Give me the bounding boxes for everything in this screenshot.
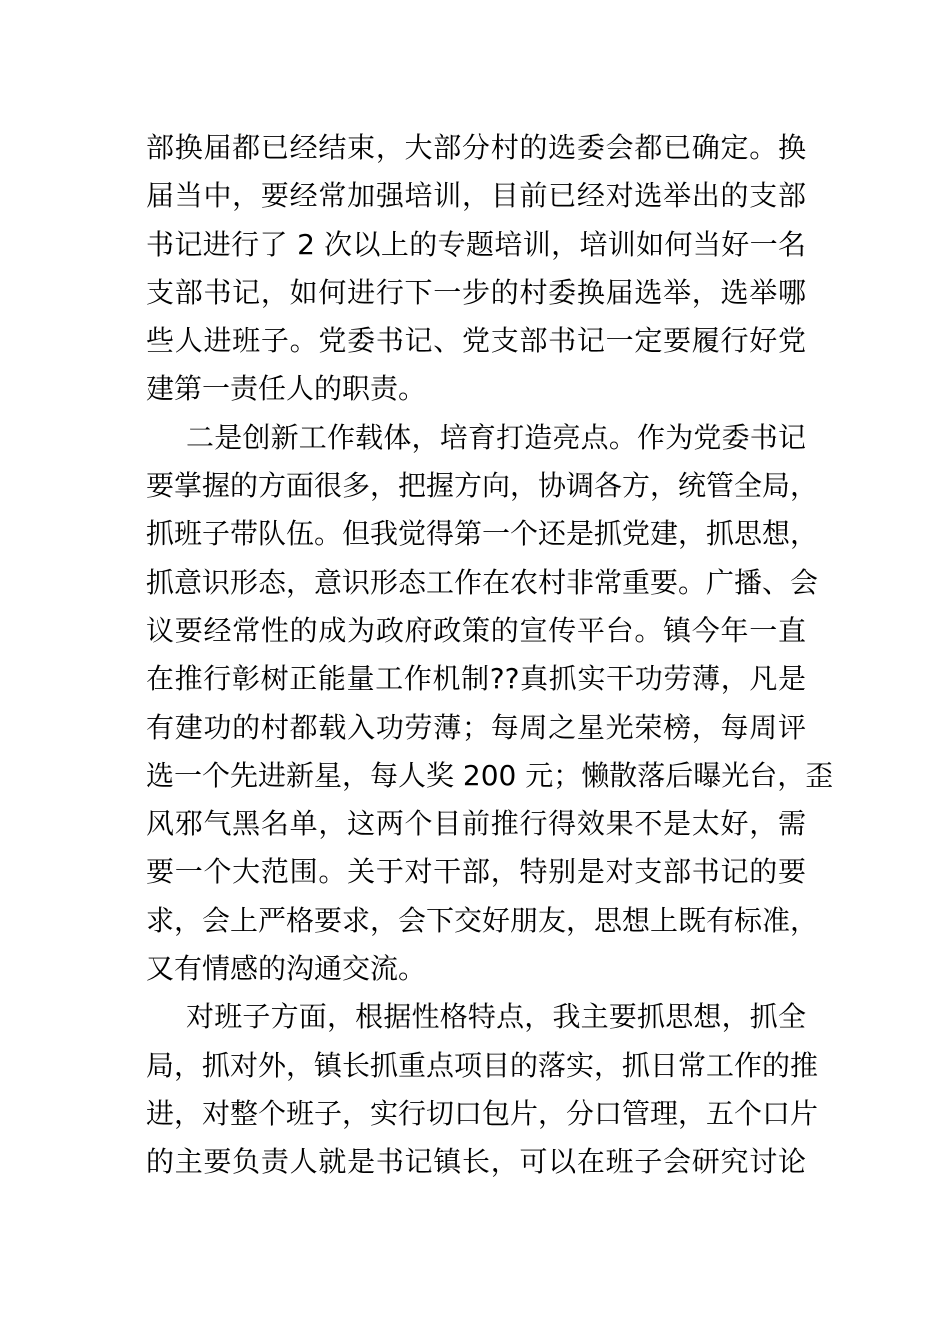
text-line: 有建功的村都载入功劳薄；每周之星光荣榜，每周评 (146, 710, 806, 744)
text-line: 议要经常性的成为政府政策的宣传平台。镇今年一直 (146, 613, 806, 647)
text-line: 求，会上严格要求，会下交好朋友，思想上既有标准， (146, 903, 819, 937)
paragraph-3 (146, 993, 819, 1186)
text-line: 支部书记，如何进行下一步的村委换届选举，选举哪 (146, 275, 806, 309)
paragraph-2 (146, 414, 834, 994)
text-line: 部换届都已经结束，大部分村的选委会都已确定。换 (146, 131, 806, 164)
text-line: 抓意识形态，意识形态工作在农村非常重要。广播、会 (146, 565, 819, 599)
text-line: 届当中，要经常加强培训，目前已经对选举出的支部 (146, 179, 806, 213)
text-line: 建第一责任人的职责。 (146, 372, 427, 406)
text-line: 风邪气黑名单，这两个目前推行得效果不是太好，需 (146, 807, 806, 841)
document-body (146, 124, 834, 1187)
text-line: 又有情感的沟通交流。 (146, 952, 427, 986)
text-line: 书记进行了 2 次以上的专题培训，培训如何当好一名 (146, 227, 806, 261)
text-line: 对班子方面，根据性格特点，我主要抓思想，抓全 (186, 1000, 806, 1034)
text-line: 抓班子带队伍。但我觉得第一个还是抓党建，抓思想， (146, 517, 819, 551)
text-line: 在推行彰树正能量工作机制??真抓实干功劳薄，凡是 (146, 662, 806, 696)
text-line: 进，对整个班子，实行切口包片，分口管理，五个口片 (146, 1096, 819, 1130)
text-line: 的主要负责人就是书记镇长，可以在班子会研究讨论 (146, 1145, 806, 1179)
text-line: 局，抓对外，镇长抓重点项目的落实，抓日常工作的推 (146, 1048, 819, 1082)
paragraph-1 (146, 124, 806, 414)
text-line: 些人进班子。党委书记、党支部书记一定要履行好党 (146, 324, 806, 358)
text-line: 要一个大范围。关于对干部，特别是对支部书记的要 (146, 855, 806, 889)
text-line: 要掌握的方面很多，把握方向，协调各方，统管全局， (146, 469, 819, 503)
text-line: 选一个先进新星，每人奖 200 元；懒散落后曝光台，歪 (146, 758, 834, 792)
text-line: 二是创新工作载体，培育打造亮点。作为党委书记 (186, 420, 806, 454)
